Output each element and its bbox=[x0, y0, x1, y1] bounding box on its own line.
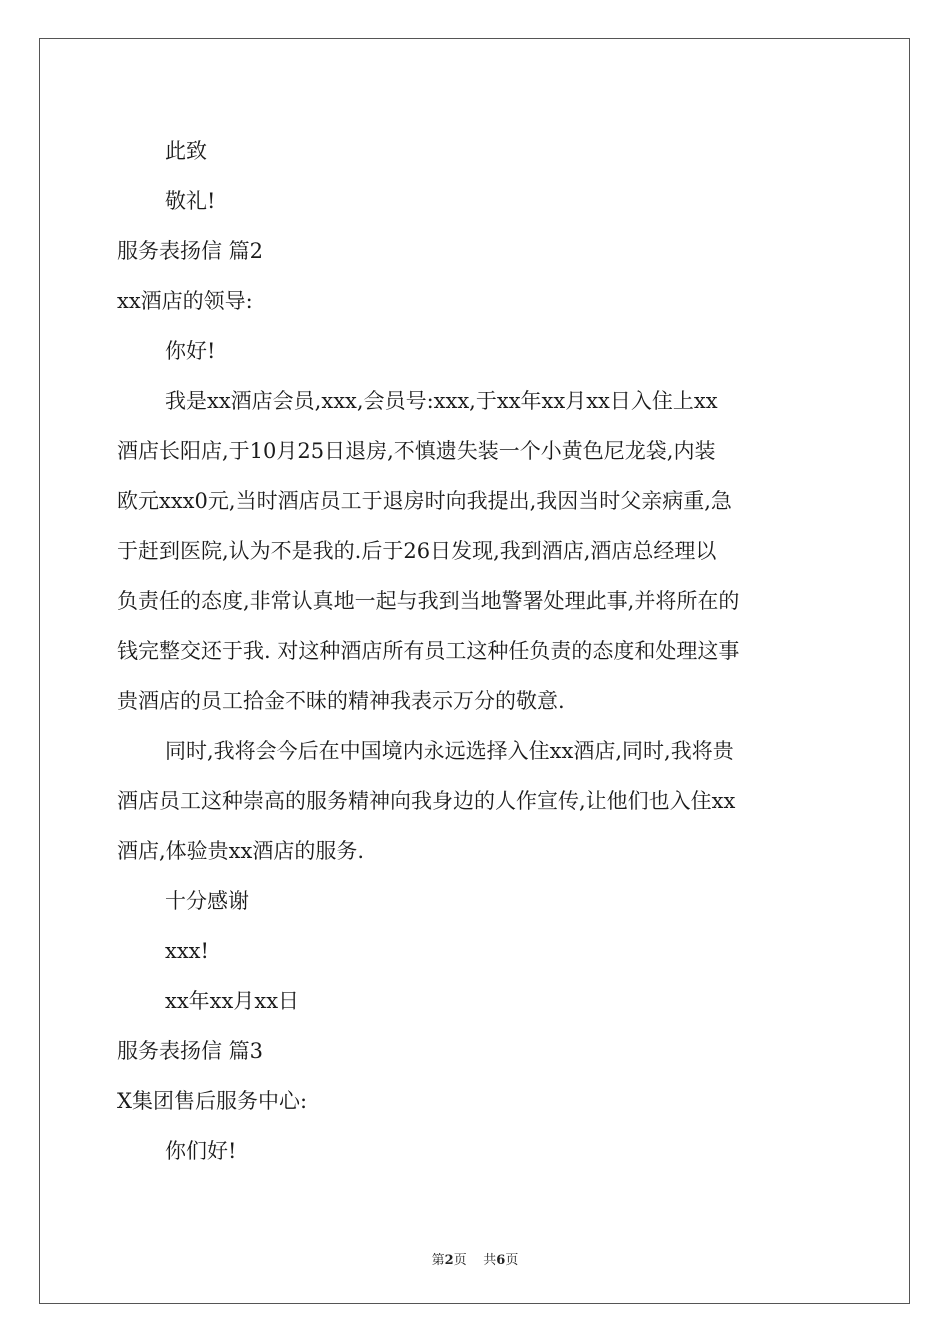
thanks-line: 十分感谢 bbox=[165, 889, 249, 913]
total-suffix: 页 bbox=[505, 1253, 519, 1268]
total-prefix: 共 bbox=[483, 1253, 497, 1268]
section-heading: 服务表扬信 篇3 bbox=[117, 1039, 264, 1063]
recipient-line: X集团售后服务中心: bbox=[117, 1089, 308, 1113]
section-heading: 服务表扬信 篇2 bbox=[117, 239, 264, 263]
salutation-line: 敬礼! bbox=[165, 189, 216, 213]
body-line: 钱完整交还于我. 对这种酒店所有员工这种任负责的态度和处理这事 bbox=[117, 639, 740, 663]
body-line: 贵酒店的员工拾金不昧的精神我表示万分的敬意. bbox=[117, 689, 565, 713]
body-line: 酒店员工这种崇高的服务精神向我身边的人作宣传,让他们也入住xx bbox=[117, 789, 736, 813]
page-footer bbox=[0, 1249, 950, 1268]
body-line: 酒店,体验贵xx酒店的服务. bbox=[117, 839, 365, 863]
page-prefix: 第 bbox=[431, 1253, 445, 1268]
signature-line: xxx! bbox=[165, 939, 209, 963]
document-body bbox=[117, 126, 837, 1176]
body-line: 我是xx酒店会员,xxx,会员号:xxx,于xx年xx月xx日入住上xx bbox=[165, 389, 718, 413]
body-line: 于赶到医院,认为不是我的.后于26日发现,我到酒店,酒店总经理以 bbox=[117, 539, 717, 563]
greeting-line: 你们好! bbox=[165, 1139, 237, 1163]
total-page-count: 6 bbox=[496, 1253, 506, 1268]
current-page-number: 2 bbox=[444, 1253, 454, 1268]
closing-line: 此致 bbox=[165, 139, 207, 163]
greeting-line: 你好! bbox=[165, 339, 216, 363]
date-line: xx年xx月xx日 bbox=[165, 989, 300, 1013]
body-line: 酒店长阳店,于10月25日退房,不慎遗失装一个小黄色尼龙袋,内装 bbox=[117, 439, 716, 463]
recipient-line: xx酒店的领导: bbox=[117, 289, 253, 313]
body-line: 同时,我将会今后在中国境内永远选择入住xx酒店,同时,我将贵 bbox=[165, 739, 734, 763]
body-line: 欧元xxx0元,当时酒店员工于退房时向我提出,我因当时父亲病重,急 bbox=[117, 489, 732, 513]
page-suffix: 页 bbox=[453, 1253, 467, 1268]
body-line: 负责任的态度,非常认真地一起与我到当地警署处理此事,并将所在的 bbox=[117, 589, 740, 613]
